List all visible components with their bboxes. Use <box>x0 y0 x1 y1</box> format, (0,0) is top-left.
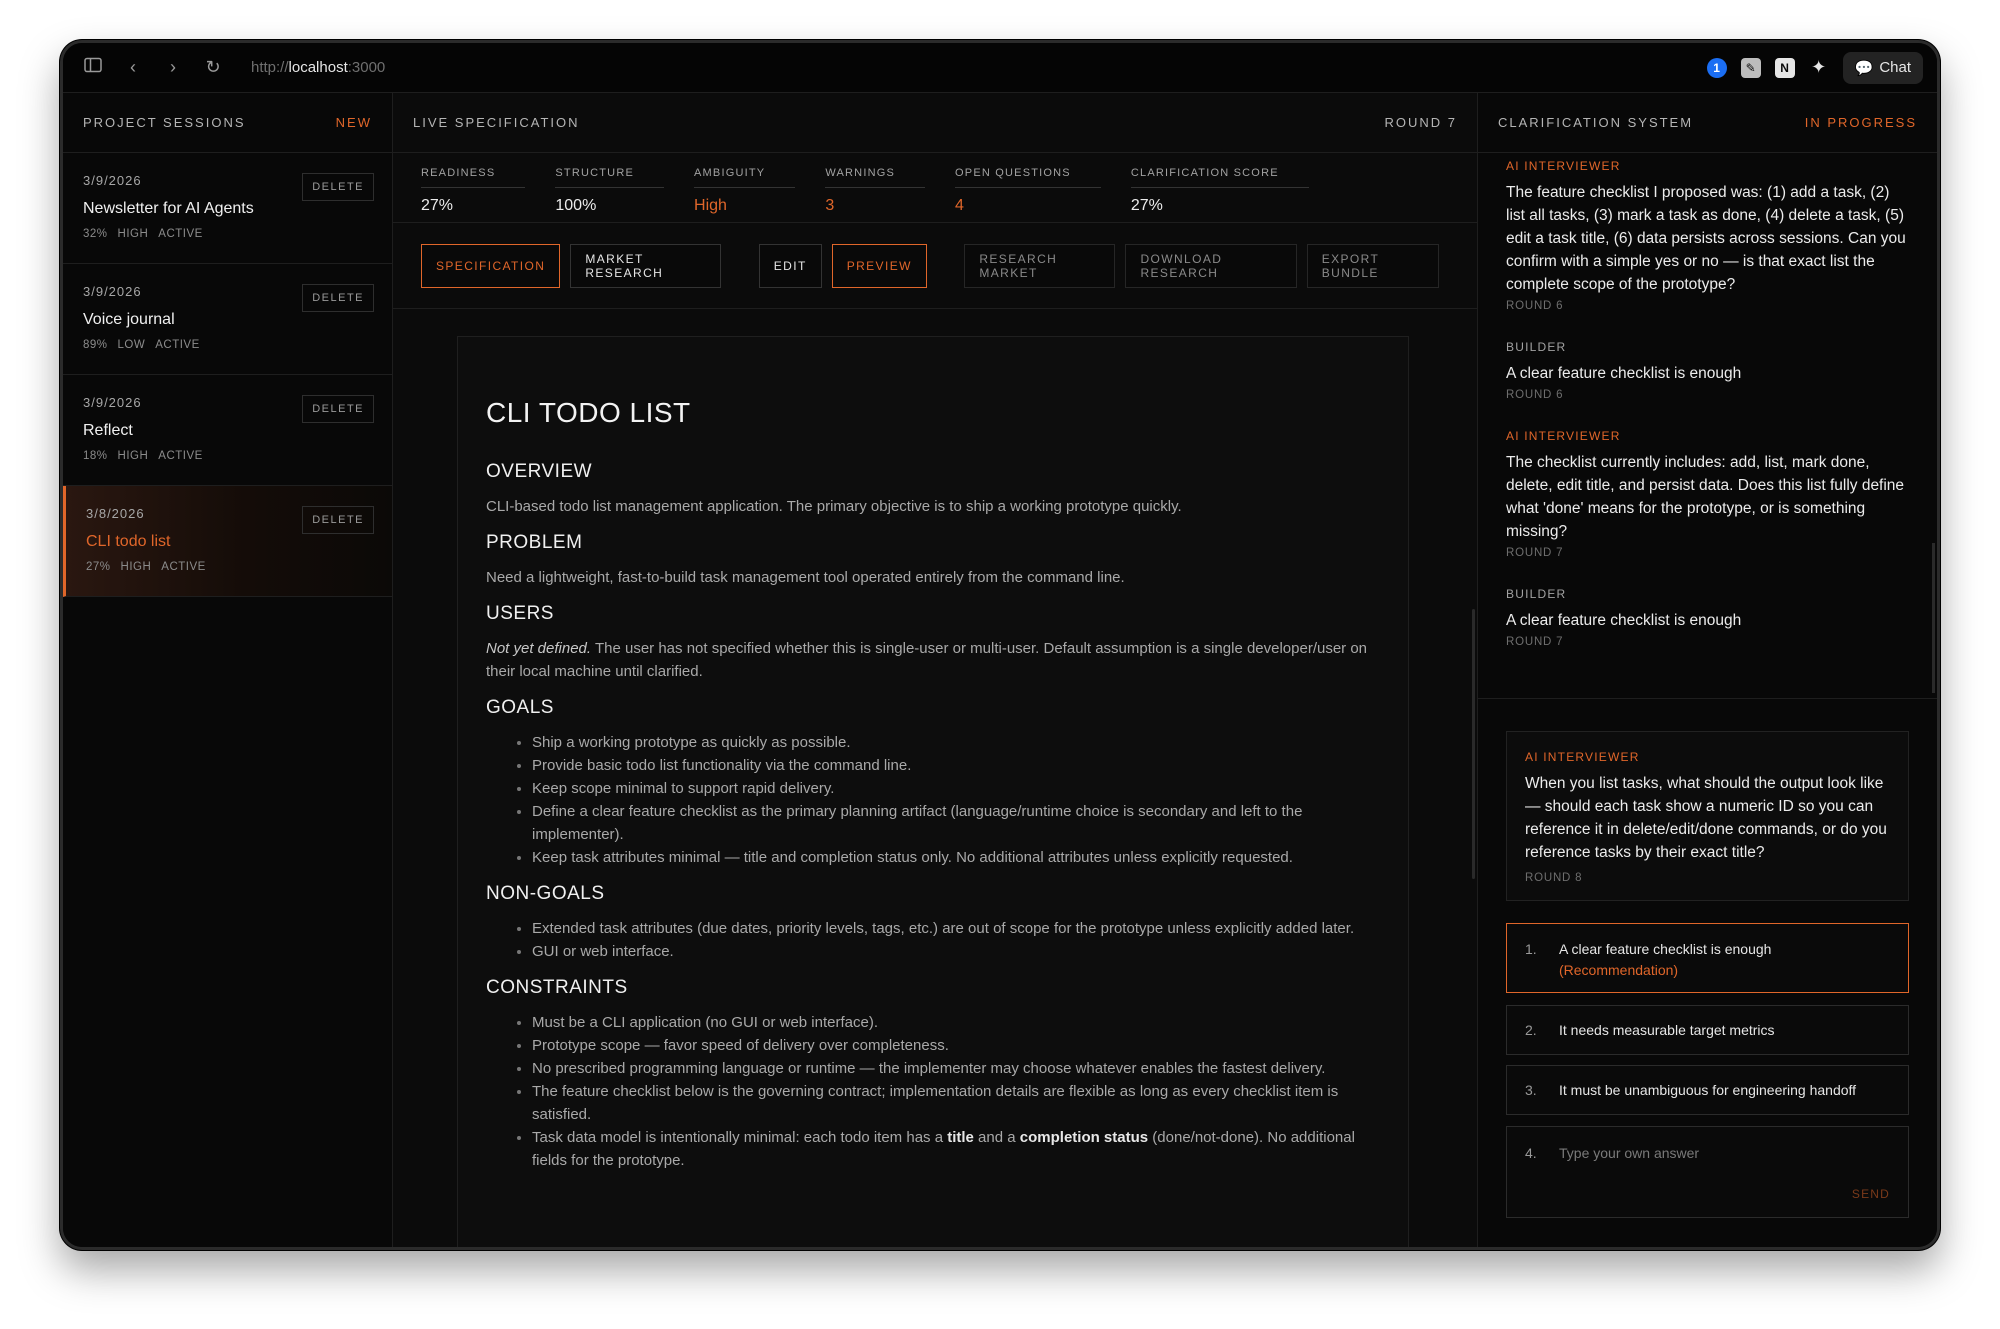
message-round: ROUND 6 <box>1506 389 1564 401</box>
session-status: ACTIVE <box>158 450 203 462</box>
non-goals-heading: NON-GOALS <box>486 883 605 904</box>
option-number: 4. <box>1525 1145 1537 1161</box>
overview-heading: OVERVIEW <box>486 461 593 482</box>
constraint-bold: completion status <box>1019 1129 1149 1146</box>
notion-icon[interactable]: N <box>1775 58 1795 78</box>
browser-toolbar <box>63 43 1937 93</box>
metric-value: 27% <box>421 197 454 214</box>
url-scheme: http:// <box>251 59 289 76</box>
constraints-list <box>486 1011 1380 1172</box>
session-item-active[interactable] <box>63 486 392 597</box>
option-number: 2. <box>1525 1022 1537 1038</box>
metric-value: High <box>694 197 727 214</box>
problem-text: Need a lightweight, fast-to-build task management tool operated entirely from the command line. <box>486 569 1125 586</box>
message-text: The feature checklist I proposed was: (1) add a task, (2) list all tasks, (3) mark a task as done, (4) delete a task, (5) edit a task title, (6) data persists across sessions. Can you confirm with a simple yes or no — is that exact list the complete scope of the prototype? <box>1506 184 1906 293</box>
goals-list <box>486 731 1380 869</box>
session-level: HIGH <box>117 228 149 240</box>
sessions-panel <box>63 93 393 1247</box>
session-status: ACTIVE <box>161 561 206 573</box>
session-title: Reflect <box>83 422 133 439</box>
metric-label: OPEN QUESTIONS <box>955 167 1101 188</box>
back-icon[interactable]: ‹ <box>130 57 136 77</box>
constraint-bold: title <box>947 1129 974 1146</box>
constraint-text: and a <box>973 1129 1020 1146</box>
doc-title: CLI TODO LIST <box>486 397 691 428</box>
metric-label: READINESS <box>421 167 525 188</box>
url-host: localhost <box>288 59 348 76</box>
session-date: 3/8/2026 <box>86 506 145 521</box>
message <box>1506 429 1909 559</box>
session-item[interactable] <box>63 375 392 486</box>
metric-label: CLARIFICATION SCORE <box>1131 167 1309 188</box>
metric-open-questions <box>955 153 1101 222</box>
message-author: AI INTERVIEWER <box>1506 429 1621 443</box>
metric-readiness <box>421 153 525 222</box>
new-session-button[interactable]: NEW <box>335 115 372 130</box>
session-pct: 18% <box>83 450 108 462</box>
forward-icon[interactable]: › <box>170 57 176 77</box>
spec-tabs <box>393 223 1477 309</box>
list-item: • GUI or web interface. <box>532 940 1380 963</box>
conversation-history[interactable] <box>1478 153 1937 699</box>
question-text: When you list tasks, what should the output look like — should each task show a numeric ID so you can reference it in delete/edit/done commands, or do you reference tasks by their exact title? <box>1525 775 1887 861</box>
tab-market-research[interactable]: MARKET RESEARCH <box>570 244 721 288</box>
problem-heading: PROBLEM <box>486 532 583 553</box>
preview-button[interactable]: PREVIEW <box>832 244 927 288</box>
session-title: CLI todo list <box>86 533 171 550</box>
message-round: ROUND 7 <box>1506 636 1564 648</box>
answer-option-3[interactable] <box>1506 1065 1909 1115</box>
session-title: Newsletter for AI Agents <box>83 200 254 217</box>
document-scroll-area[interactable] <box>393 309 1477 1247</box>
list-item: • Provide basic todo list functionality via the command line. <box>532 754 1380 777</box>
spec-title: LIVE SPECIFICATION <box>413 115 580 130</box>
users-undefined-note: Not yet defined. <box>486 640 592 657</box>
option-number: 1. <box>1525 941 1537 957</box>
doc-scrollbar[interactable] <box>1472 609 1475 879</box>
send-button[interactable]: SEND <box>1851 1187 1890 1201</box>
tab-specification[interactable]: SPECIFICATION <box>421 244 560 288</box>
session-meta <box>83 228 372 240</box>
conversation-scrollbar[interactable] <box>1932 543 1935 693</box>
sidebar-toggle-icon[interactable] <box>83 57 103 78</box>
list-item: • Ship a working prototype as quickly as possible. <box>532 731 1380 754</box>
delete-session-button[interactable]: DELETE <box>302 173 374 201</box>
goals-heading: GOALS <box>486 697 554 718</box>
session-title: Voice journal <box>83 311 175 328</box>
metric-label: WARNINGS <box>825 167 925 188</box>
metric-value: 3 <box>825 197 835 214</box>
list-item: • Keep scope minimal to support rapid delivery. <box>532 777 1380 800</box>
question-author: AI INTERVIEWER <box>1525 750 1640 764</box>
edit-button[interactable]: EDIT <box>759 244 822 288</box>
spec-document <box>457 336 1409 1247</box>
session-date: 3/9/2026 <box>83 173 142 188</box>
current-question <box>1506 731 1909 901</box>
session-meta <box>83 450 372 462</box>
custom-answer-field[interactable] <box>1506 1126 1909 1218</box>
metric-clarification-score <box>1131 153 1309 222</box>
metric-warnings <box>825 153 925 222</box>
clarification-panel <box>1478 93 1937 1247</box>
message-text: A clear feature checklist is enough <box>1506 612 1742 629</box>
session-pct: 89% <box>83 339 108 351</box>
session-item[interactable] <box>63 153 392 264</box>
message-author: BUILDER <box>1506 340 1567 354</box>
recommendation-tag: (Recommendation) <box>1559 962 1679 978</box>
spec-round: ROUND 7 <box>1384 115 1457 130</box>
list-item: • Define a clear feature checklist as the primary planning artifact (language/runtime choice is secondary and left to the implementer). <box>532 800 1380 846</box>
session-date: 3/9/2026 <box>83 284 142 299</box>
metric-label: STRUCTURE <box>555 167 664 188</box>
chat-bubble-icon: 💬 <box>1854 59 1874 77</box>
specification-panel <box>393 93 1478 1247</box>
metrics-bar <box>393 153 1477 223</box>
clarification-header <box>1478 93 1937 153</box>
url-port: :3000 <box>347 59 386 76</box>
session-meta <box>83 339 372 351</box>
metric-value: 100% <box>555 197 597 214</box>
users-heading: USERS <box>486 603 554 624</box>
message-author: BUILDER <box>1506 587 1567 601</box>
sessions-title: PROJECT SESSIONS <box>83 115 246 130</box>
list-item: • Prototype scope — favor speed of delivery over completeness. <box>532 1034 1380 1057</box>
constraint-text: (done/not-done). No additional fields for the prototype. <box>532 1129 1355 1169</box>
research-market-button[interactable]: RESEARCH MARKET <box>964 244 1115 288</box>
custom-answer-input[interactable]: Type your own answer <box>1559 1145 1700 1161</box>
session-status: ACTIVE <box>158 228 203 240</box>
option-label: A clear feature checklist is enough <box>1559 941 1772 957</box>
delete-session-button[interactable]: DELETE <box>302 395 374 423</box>
session-date: 3/9/2026 <box>83 395 142 410</box>
extensions <box>1707 52 1923 84</box>
download-research-button[interactable]: DOWNLOAD RESEARCH <box>1125 244 1296 288</box>
answer-option-1[interactable] <box>1506 923 1909 993</box>
chat-button[interactable] <box>1843 52 1923 84</box>
extension-icon[interactable]: ✎ <box>1741 58 1761 78</box>
constraint-text: Task data model is intentionally minimal: each todo item has a <box>532 1129 948 1146</box>
sessions-header <box>63 93 392 153</box>
reload-icon[interactable]: ↻ <box>205 57 221 77</box>
list-item: • Must be a CLI application (no GUI or web interface). <box>532 1011 1380 1034</box>
metric-value: 4 <box>955 197 964 214</box>
users-text <box>486 637 1380 683</box>
clarification-status: IN PROGRESS <box>1804 115 1917 130</box>
metric-value: 27% <box>1130 197 1163 214</box>
chat-label: Chat <box>1879 59 1911 76</box>
list-item: • Keep task attributes minimal — title and completion status only. No additional attributes unless explicitly requested. <box>532 846 1380 869</box>
option-label: It needs measurable target metrics <box>1559 1022 1775 1038</box>
session-status: ACTIVE <box>155 339 200 351</box>
list-item: • Extended task attributes (due dates, priority levels, tags, etc.) are out of scope for the prototype unless explicitly added later. <box>532 917 1380 940</box>
session-level: HIGH <box>120 561 152 573</box>
users-body: The user has not specified whether this is single-user or multi-user. Default assumption is a single developer/user on their local machine until clarified. <box>486 640 1368 680</box>
spec-header <box>393 93 1477 153</box>
list-item: • No prescribed programming language or runtime — the implementer may choose whatever enables the fastest delivery. <box>532 1057 1380 1080</box>
answer-option-2[interactable] <box>1506 1005 1909 1055</box>
session-item[interactable] <box>63 264 392 375</box>
clarification-title: CLARIFICATION SYSTEM <box>1498 115 1694 130</box>
option-body <box>1559 941 1771 978</box>
browser-window <box>60 40 1940 1250</box>
message-text: The checklist currently includes: add, list, mark done, delete, edit title, and persist data. Does this list fully define what 'done' means for the prototype, or is something missing? <box>1506 454 1905 540</box>
export-bundle-button[interactable]: EXPORT BUNDLE <box>1307 244 1439 288</box>
message-round: ROUND 6 <box>1506 300 1564 312</box>
constraints-heading: CONSTRAINTS <box>486 977 628 998</box>
metric-structure <box>555 153 664 222</box>
session-level: HIGH <box>117 450 149 462</box>
apps-icon[interactable]: ✦ <box>1811 57 1827 77</box>
session-pct: 32% <box>83 228 108 240</box>
session-meta <box>86 561 372 573</box>
list-item: • The feature checklist below is the governing contract; implementation details are flexible as long as every checklist item is satisfied. <box>532 1080 1380 1126</box>
message-author: AI INTERVIEWER <box>1506 159 1621 173</box>
message-round: ROUND 7 <box>1506 547 1564 559</box>
password-manager-icon[interactable]: 1 <box>1707 58 1727 78</box>
overview-text: CLI-based todo list management application. The primary objective is to ship a working prototype quickly. <box>486 498 1182 515</box>
list-item <box>532 1126 1380 1172</box>
option-number: 3. <box>1525 1082 1537 1098</box>
message <box>1506 159 1909 312</box>
option-label: It must be unambiguous for engineering handoff <box>1559 1082 1857 1098</box>
message-text: A clear feature checklist is enough <box>1506 365 1742 382</box>
address-bar[interactable] <box>251 59 385 76</box>
session-level: LOW <box>117 339 146 351</box>
delete-session-button[interactable]: DELETE <box>302 284 374 312</box>
message <box>1506 340 1909 401</box>
metric-ambiguity <box>694 153 795 222</box>
non-goals-list <box>486 917 1380 963</box>
session-pct: 27% <box>86 561 111 573</box>
message <box>1506 587 1909 648</box>
question-round: ROUND 8 <box>1525 872 1583 884</box>
metric-label: AMBIGUITY <box>694 167 795 188</box>
delete-session-button[interactable]: DELETE <box>302 506 374 534</box>
